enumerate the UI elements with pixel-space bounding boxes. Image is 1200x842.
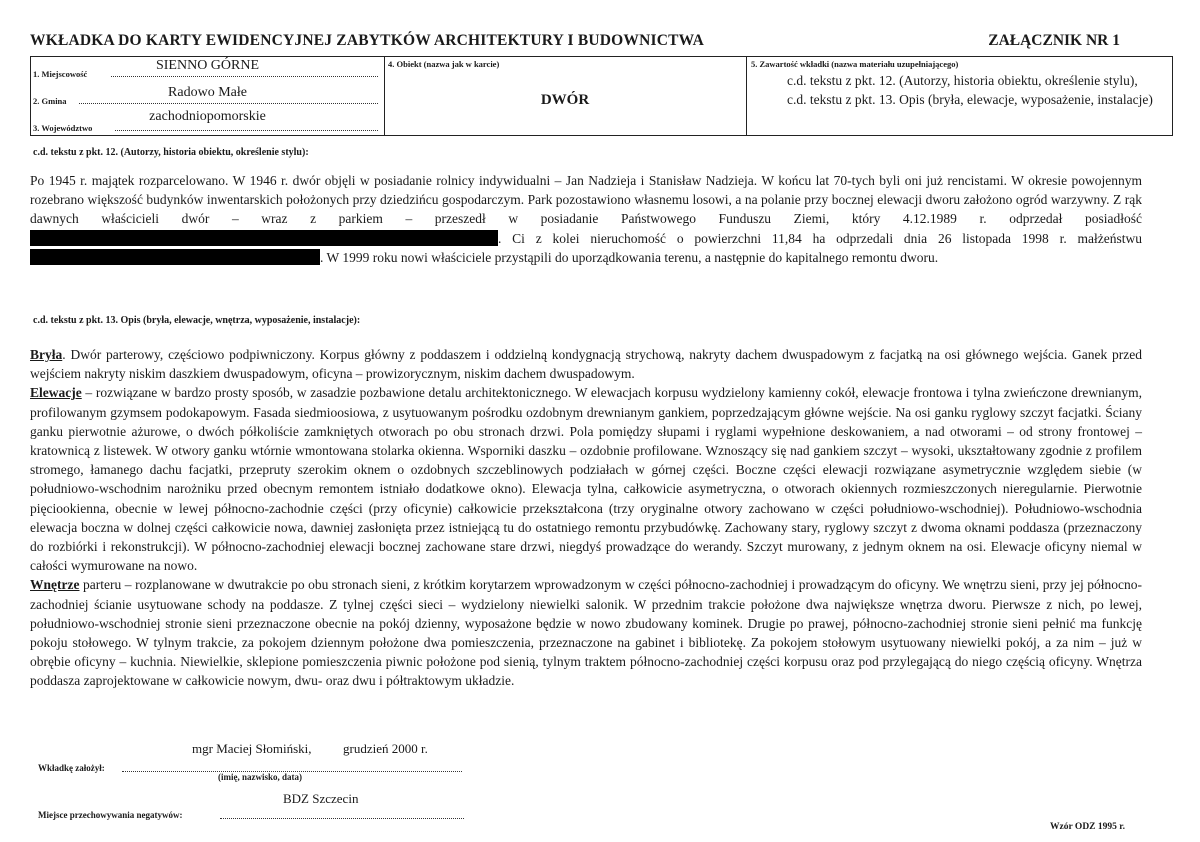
zawartosc-line-2: c.d. tekstu z pkt. 13. Opis (bryła, elewacje, wyposażenie, instalacje) [787, 92, 1153, 107]
obiekt-value: DWÓR [540, 92, 590, 108]
content-column [747, 57, 1172, 135]
author-caption: (imię, nazwisko, data) [218, 772, 302, 782]
section-13-heading: c.d. tekstu z pkt. 13. Opis (bryła, elewacje, wnętrza, wyposażenie, instalacje): [33, 315, 361, 326]
object-column [384, 57, 747, 135]
miejscowosc-value: SIENNO GÓRNE [155, 58, 260, 73]
miejscowosc-row [31, 61, 384, 81]
wnetrze-text: parteru – rozplanowane w dwutrakcie po obu stronach sieni, z krótkim korytarzem wprowadzonym w części północno-zachodniej i prowadzącym do oficyny. We wnętrzu sieni, przy jej północno-zachodniej ścianie usytuowane schody na poddasze. Z tylnej części sieci – wydzielony niewielki salonik. W przednim trakcie położone dwa największe wnętrza dworu. Pierwsze z nich, po lewej, południowo-wschodniej stronie sieni przeznaczone obecnie na pokój dzienny, wyposażone będzie w nowo zbudowany kominek. Drugie po prawej, północno-zachodniej stronie sieni pełnić ma funkcję pokoju stołowego. W tylnym trakcie, za pokojem dziennym położone dwa pomieszczenia, przeznaczone na gabinet i bibliotekę. Za pokojem stołowym usytuowany niewielki pokój, a za nim – już w obrębie oficyny – kuchnia. Niewielkie, sklepione pomieszczenia piwnic położone pod sienią, tylnym traktem północno-zachodniej części korpusu oraz pod przylegającą do niego częścią oficyny. Wnętrza poddasza zaprojektowane w całkowicie nowym, dwu- oraz dwu i półtraktowym układzie. [30, 577, 1142, 689]
redacted-block [30, 249, 320, 265]
section-12-part-b: . Ci z kolei nieruchomość o powierzchni 11,84 ha odprzedali dnia 26 listopada 1998 r. małżeństwu [498, 230, 1142, 246]
wojewodztwo-value: zachodniopomorskie [149, 109, 266, 124]
author-name: mgr Maciej Słomiński, [192, 741, 312, 756]
bryla-text: . Dwór parterowy, częściowo podpiwniczony. Korpus główny z poddaszem i oddzielną kondygnacją strychową, nakryty dachem dwuspadowym z facjatką na osi głównego wejścia. Ganek przed wejściem nakryty niskim daszkiem dwuspadowym, oficyna – prowizorycznym, niskim dachem dwuspadowym. [30, 347, 1142, 382]
author-date: grudzień 2000 r. [343, 741, 428, 756]
annex-number: ZAŁĄCZNIK NR 1 [988, 32, 1120, 49]
form-model: Wzór ODZ 1995 r. [1050, 822, 1125, 832]
wnetrze-label: Wnętrze [30, 577, 80, 593]
bryla-label: Bryła [30, 347, 63, 362]
gmina-value: Radowo Małe [168, 85, 247, 100]
obiekt-label: 4. Obiekt (nazwa jak w karcie) [388, 59, 500, 69]
zawartosc-label: 5. Zawartość wkładki (nazwa materiału uzupełniającego) [751, 59, 959, 69]
section-13-text [30, 345, 1142, 691]
section-12-heading: c.d. tekstu z pkt. 12. (Autorzy, historia obiektu, określenie stylu): [33, 147, 309, 158]
gmina-row [31, 88, 384, 108]
dotted-line [111, 76, 378, 77]
wojewodztwo-label: 3. Województwo [33, 123, 93, 133]
header-table [30, 56, 1173, 136]
redacted-block [30, 230, 498, 246]
dotted-line [220, 818, 464, 819]
negatives-label: Miejsce przechowywania negatywów: [38, 810, 183, 820]
wkladke-label: Wkładkę założył: [38, 763, 105, 773]
section-12-part-c: . W 1999 roku nowi właściciele przystąpili do uporządkowania terenu, a następnie do kapitalnego remontu dworu. [320, 249, 939, 265]
dotted-line [115, 130, 378, 131]
negatives-value: BDZ Szczecin [283, 791, 359, 806]
zawartosc-line-1: c.d. tekstu z pkt. 12. (Autorzy, historia obiektu, określenie stylu), [787, 73, 1138, 88]
section-12-part-a: Po 1945 r. majątek rozparcelowano. W 1946 r. dwór objęli w posiadanie rolnicy indywidualni – Jan Nadzieja i Stanisław Nadzieja. W końcu lat 70-tych byli oni już rencistami. W okresie powojennym rozebrano większość budynków inwentarskich położonych przy dziedzińcu gospodarczym. Park pozostawiono własnemu losowi, a na polanie przy bocznej elewacji dworu założono ogród warzywny. Z rąk dawnych właścicieli dwór – wraz z parkiem – przeszedł w posiadanie Państwowego Funduszu Ziemi, który 4.12.1989 r. odprzedał posiadłość [30, 173, 1142, 227]
document-title: WKŁADKA DO KARTY EWIDENCYJNEJ ZABYTKÓW ARCHITEKTURY I BUDOWNICTWA [30, 32, 705, 49]
dotted-line [79, 103, 378, 104]
gmina-label: 2. Gmina [33, 96, 67, 106]
elewacje-label: Elewacje [30, 385, 82, 401]
wojewodztwo-row [31, 115, 384, 135]
elewacje-text: – rozwiązane w bardzo prosty sposób, w zasadzie pozbawione detalu architektonicznego. W elewacjach korpusu wydzielony kamienny cokół, elewacje frontowa i tylna zwieńczone drewnianym, profilowanym gzymsem podokapowym. Fasada siedmioosiowa, z usytuowanym pośrodku ozdobnym drewnianym gankiem, poprzedzającym główne wejście. Na osi ganku ryglowy szczyt facjatki. Ściany ganku pierwotnie ażurowe, o dwóch półkoliście zamkniętych otworach po obu stronach drzwi. Pola pomiędzy słupami i ryglami wypełnione deskowaniem, a nad otworami – od strony frontowej – kratownicą z listewek. W otwory ganku wtórnie wmontowana stolarka okienna. Wsporniki daszku – ozdobnie profilowane. Wznoszący się nad gankiem szczyt – wysoki, ukształtowany zgodnie z profilem stromego, łamanego dachu facjatki, przepruty szerokim oknem o ozdobnych szczeblinowych podziałach w górnej części. Boczne części elewacji rozwiązane asymetrycznie względem siebie (w południowo-wschodnim narożniku przed obecnym remontem istniało dodatkowe okno). Elewacja tylna, całkowicie asymetryczna, o otworach okiennych rozmieszczonych nieregularnie. Pierwotnie pięciookienna, obecnie w lewej północno-zachodnie części (przy oficynie) całkowicie przekształcona (trzy oryginalne otwory zachowano w części południowo-wschodniej). Południowo-wschodnia elewacja boczna w dolnej części całkowicie nowa, dawniej zasłonięta przez istniejącą tu do ostatniego remontu przybudówkę. Zachowany stary, ryglowy szczyt z dwoma oknami poddasza (przeznaczony do rozbiórki i rekonstrukcji). W północno-zachodniej elewacji bocznej zachowane stare drzwi, niegdyś prowadzące do werandy. Szczyt murowany, z jednym oknem na osi. Elewacje oficyny niemal w całości wymurowane na nowo. [30, 385, 1142, 574]
miejscowosc-label: 1. Miejscowość [33, 69, 88, 79]
section-12-text [30, 171, 1142, 267]
location-column [31, 57, 385, 135]
